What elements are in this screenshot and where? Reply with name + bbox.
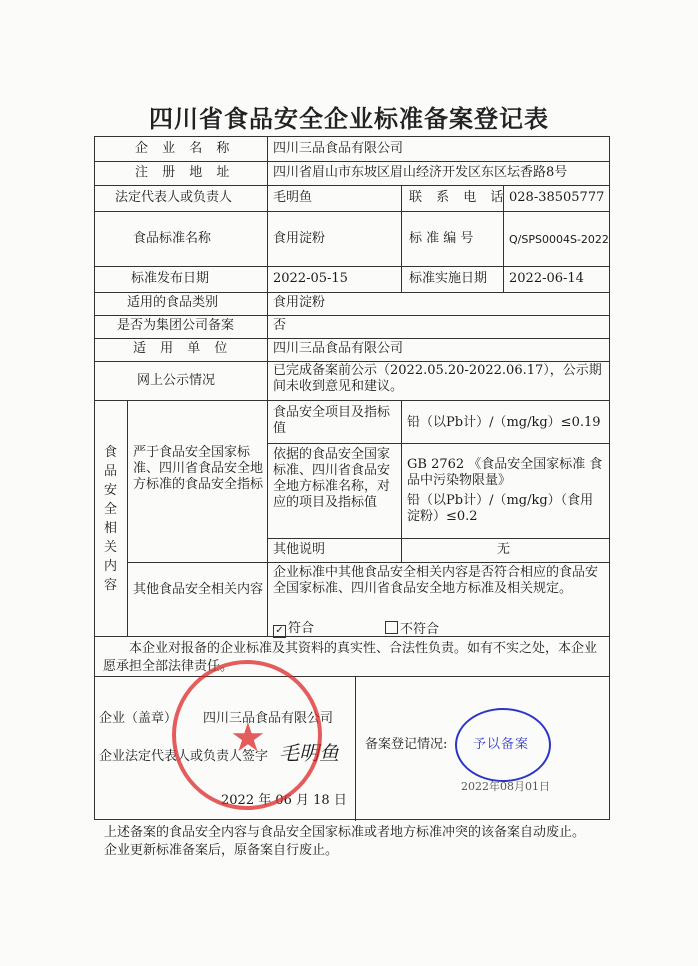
col-divider <box>401 185 402 292</box>
row-divider <box>95 161 609 162</box>
legal-rep-value: 毛明鱼 <box>273 190 313 205</box>
row-divider <box>95 315 609 316</box>
filing-stamp-text: 予以备案 <box>473 737 530 752</box>
row-divider <box>95 361 609 362</box>
basis-value-limit: 铅（以Pb计）/（mg/kg）（食用淀粉）≤0.2 <box>407 493 594 524</box>
row-divider <box>95 636 609 637</box>
group-filing-value: 否 <box>273 318 287 333</box>
sign-date: 2022 年 06 月 18 日 <box>221 793 347 808</box>
item-label: 食品安全项目及指标值 <box>273 405 391 436</box>
document-title: 四川省食品安全企业标准备案登记表 <box>149 105 549 133</box>
food-category-value: 食用淀粉 <box>273 295 326 310</box>
address-label: 注 册 地 址 <box>135 165 235 180</box>
phone-value: 028-38505777 <box>509 190 605 205</box>
std-no-label: 标 准 编 号 <box>409 231 474 246</box>
safety-side-label: 食品安全相关内容 <box>104 445 118 593</box>
effective-date-value: 2022-06-14 <box>509 271 584 286</box>
row-divider <box>95 211 609 212</box>
publish-date-value: 2022-05-15 <box>273 271 348 286</box>
address-value: 四川省眉山市东坡区眉山经济开发区东区坛香路8号 <box>273 165 568 180</box>
row-divider <box>95 266 609 267</box>
std-name-value: 食用淀粉 <box>273 231 326 246</box>
row-divider <box>95 185 609 186</box>
handwritten-signature: 毛明鱼 <box>279 741 339 765</box>
row-divider <box>267 443 609 444</box>
col-divider <box>355 676 356 821</box>
company-name-label: 企 业 名 称 <box>135 141 235 156</box>
row-divider <box>127 562 609 563</box>
company-seal-value: 四川三品食品有限公司 <box>203 711 334 726</box>
declaration-text: 本企业对报备的企业标准及其资料的真实性、合法性负责。如有不实之处，本企业愿承担全部法律责任。 <box>103 641 598 674</box>
stricter-label: 严于食品安全国家标准、四川省食品安全地方标准的食品安全指标 <box>133 445 264 492</box>
col-divider <box>267 137 268 636</box>
other-label: 其他说明 <box>273 542 326 557</box>
row-divider <box>267 538 609 539</box>
option-nonconform[interactable]: 不符合 <box>385 621 439 638</box>
food-category-label: 适用的食品类别 <box>127 295 219 310</box>
legal-rep-label: 法定代表人或负责人 <box>115 190 233 205</box>
company-name-value: 四川三品食品有限公司 <box>273 141 404 156</box>
option-conform[interactable]: ✓ 符合 <box>273 621 314 638</box>
applicable-unit-value: 四川三品食品有限公司 <box>273 341 404 356</box>
publish-date-label: 标准发布日期 <box>131 271 210 286</box>
effective-date-label: 标准实施日期 <box>409 271 488 286</box>
rep-signature-label: 企业法定代表人或负责人签字 <box>99 749 269 764</box>
col-divider <box>401 400 402 562</box>
other-value: 无 <box>497 542 511 557</box>
applicable-unit-label: 适 用 单 位 <box>133 341 233 356</box>
col-divider <box>127 400 128 636</box>
item-value: 铅（以Pb计）/（mg/kg）≤0.19 <box>407 415 601 430</box>
group-filing-label: 是否为集团公司备案 <box>117 318 235 333</box>
row-divider <box>95 676 609 677</box>
other-related-label: 其他食品安全相关内容 <box>133 582 264 597</box>
row-divider <box>95 400 609 401</box>
seal-star-icon: ★ <box>230 715 266 761</box>
unchecked-box-icon[interactable] <box>385 621 398 634</box>
basis-value-standard: GB 2762 《食品安全国家标准 食品中污染物限量》 <box>407 457 603 488</box>
basis-label: 依据的食品安全国家标准、四川省食品安全地方标准名称，对应的项目及指标值 <box>273 447 391 510</box>
company-seal-stamp <box>172 660 322 810</box>
registration-date: 2022年08月01日 <box>461 780 550 793</box>
other-related-text: 企业标准中其他食品安全相关内容是否符合相应的食品安全国家标准、四川省食品安全地方标准及相关规定。 <box>273 565 599 596</box>
footer-note: 上述备案的食品安全内容与食品安全国家标准或者地方标准冲突的该备案自动废止。企业更新标准备案后，原备案自行废止。 <box>104 825 586 858</box>
row-divider <box>95 338 609 339</box>
std-name-label: 食品标准名称 <box>133 231 212 246</box>
company-seal-label: 企业（盖章） <box>99 711 178 726</box>
phone-label: 联 系 电 话 <box>409 190 509 205</box>
std-no-value: Q/SPS0004S-2022 <box>509 233 609 246</box>
checked-box-icon[interactable]: ✓ <box>273 625 286 638</box>
online-notice-label: 网上公示情况 <box>137 373 216 388</box>
registration-label: 备案登记情况: <box>365 737 448 752</box>
row-divider <box>95 292 609 293</box>
online-notice-value: 已完成备案前公示（2022.05.20-2022.06.17），公示期间未收到意见和建议。 <box>273 363 602 394</box>
